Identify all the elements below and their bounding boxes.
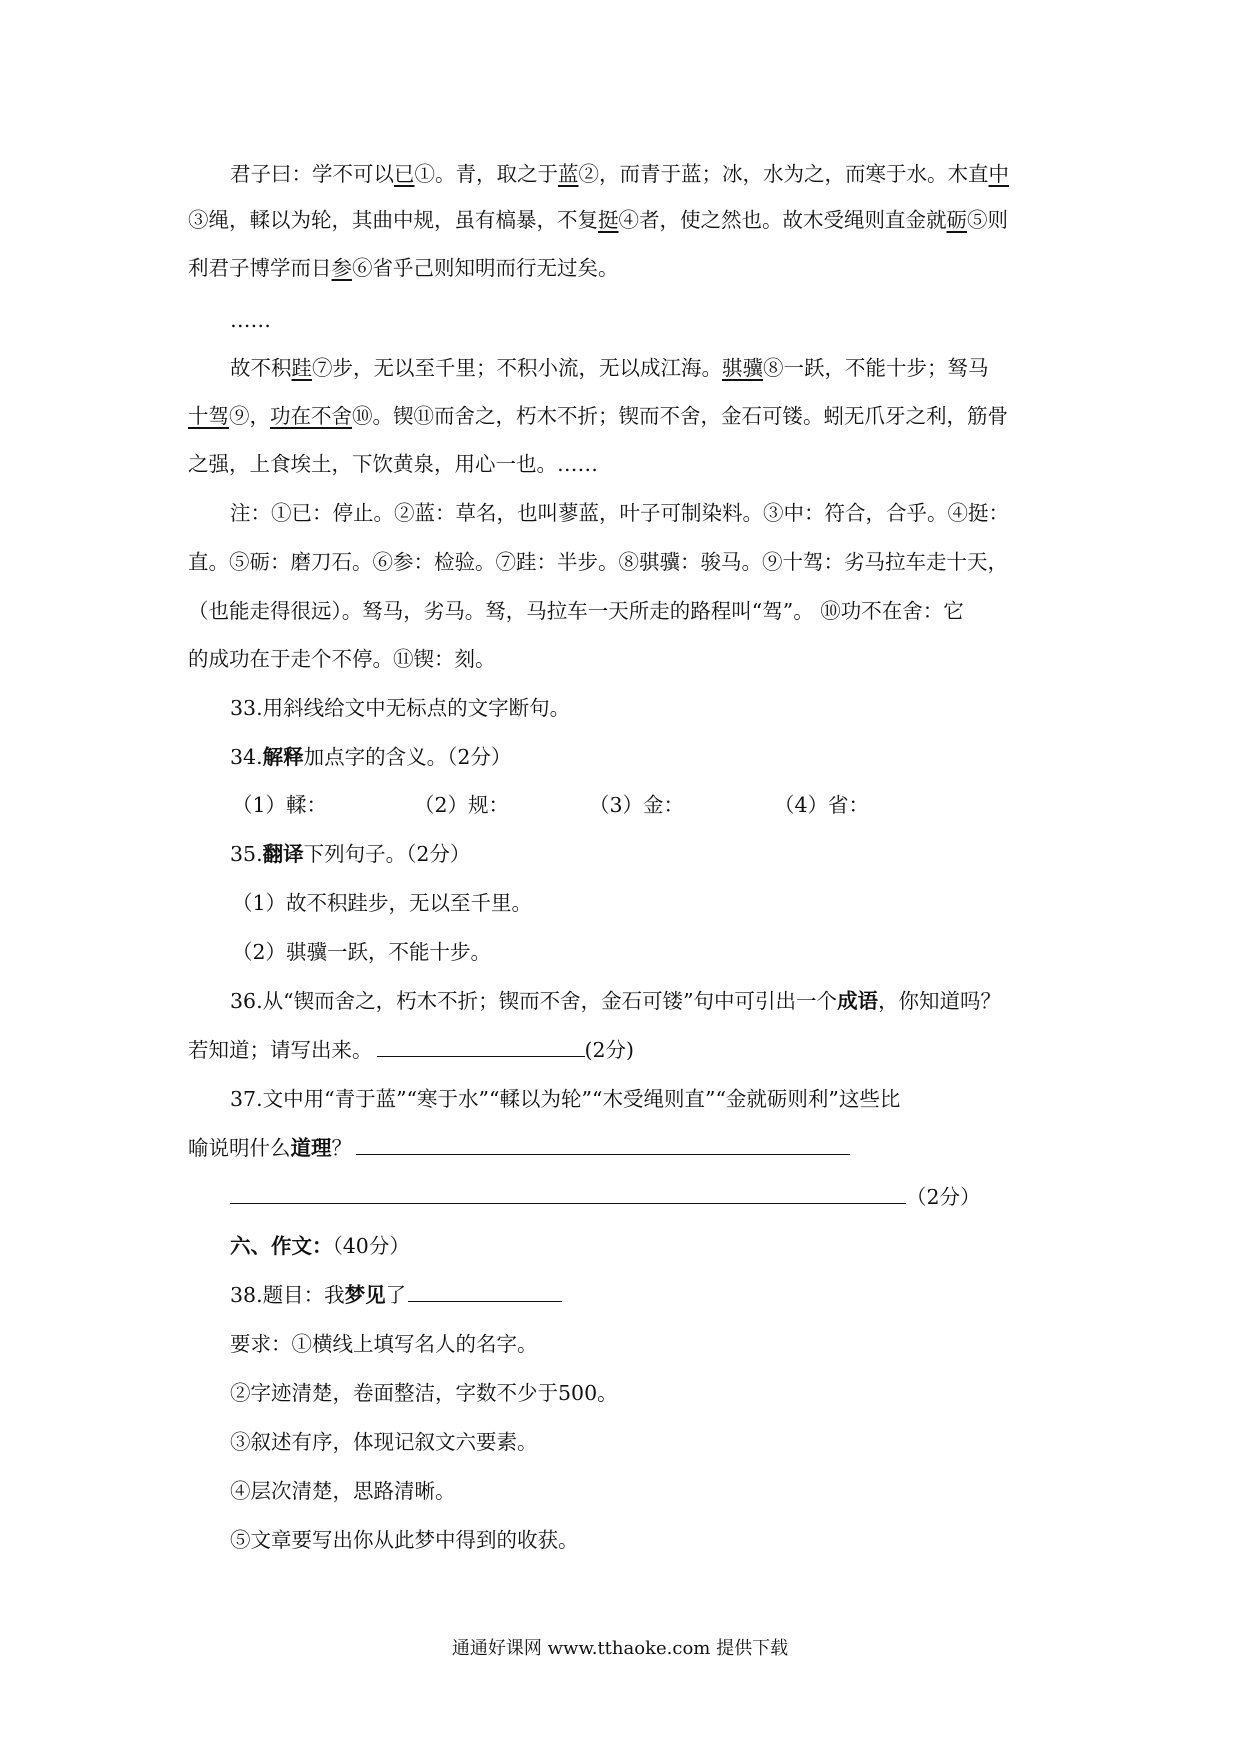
annotated-word: 跬 (291, 356, 312, 380)
annotated-word: 骐骥 (722, 356, 763, 380)
question-38 (230, 1279, 562, 1311)
option-3: （3）金： (589, 793, 685, 817)
text-run: ②，而青于蓝；冰，水为之，而寒于水。木直 (578, 162, 989, 186)
title-blank[interactable] (408, 1279, 562, 1302)
answer-blank[interactable] (230, 1181, 906, 1204)
text-run: 36.从“锲而舍之，朽木不折；锲而不舍，金石可镂”句中可引出一个 (230, 989, 838, 1013)
composition-heading (230, 1230, 410, 1262)
question-37-line1: 37.文中用“青于蓝”“寒于水”“輮以为轮”“木受绳则直”“金就砺则利”这些比 (230, 1087, 901, 1111)
bold-keyword: 梦见 (344, 1283, 386, 1307)
score-label: （40分） (332, 1234, 410, 1258)
option-1: （1）輮： (232, 793, 328, 817)
text-run: 34. (230, 745, 263, 769)
answer-blank[interactable] (377, 1034, 585, 1057)
annotated-word: 十驾 (188, 404, 229, 428)
score-label: (2分) (584, 1038, 635, 1062)
text-run: 君子曰：学不可以 (230, 162, 394, 186)
text-run: 若知道；请写出来。 (188, 1038, 373, 1062)
requirement-5: ⑤文章要写出你从此梦中得到的收获。 (230, 1528, 579, 1552)
requirement-4: ④层次清楚，思路清晰。 (230, 1479, 456, 1503)
question-35-item-1: （1）故不积跬步，无以至千里。 (232, 891, 533, 915)
text-run: 了 (385, 1283, 407, 1307)
question-36-line2 (188, 1034, 634, 1066)
text-run: ④者，使之然也。故木受绳则直金就 (618, 208, 947, 232)
annotated-word: 砺 (946, 208, 967, 232)
text-run: ⑥省乎己则知明而行无过矣。 (352, 256, 619, 280)
passage-p2-line1 (230, 352, 989, 384)
notes-line1: 注：①已：停止。②蓝：草名，也叫蓼蓝，叶子可制染料。③中：符合，合乎。④挺： (230, 501, 1009, 525)
score-label: （2分） (906, 1185, 981, 1209)
text-run: ⑤则 (967, 208, 1008, 232)
text-run: ⑪而舍之，朽木不折；锲而不舍，金石可镂。蚓无爪牙之利，筋骨 (413, 404, 1008, 428)
passage-ellipsis: …… (230, 308, 271, 332)
text-run: 利君子博学而日 (188, 256, 332, 280)
text-run: ？ (331, 1136, 352, 1160)
annotated-word: 功在不舍 (270, 404, 352, 428)
passage-p2-line2 (188, 400, 1008, 432)
question-34-options (232, 789, 869, 821)
bold-keyword: 成语 (837, 989, 879, 1013)
option-2: （2）规： (414, 793, 510, 817)
question-34 (230, 741, 511, 773)
text-run: 喻说明什么 (188, 1136, 291, 1160)
answer-blank[interactable] (356, 1132, 850, 1155)
requirement-1: 要求：①横线上填写名人的名字。 (230, 1332, 538, 1356)
text-run: 35. (230, 842, 263, 866)
bold-keyword: 道理 (290, 1136, 332, 1160)
question-37-line3 (230, 1181, 981, 1213)
requirement-3: ③叙述有序，体现记叙文六要素。 (230, 1430, 538, 1454)
option-4: （4）省： (774, 793, 870, 817)
question-35-item-2: （2）骐骥一跃，不能十步。 (232, 940, 492, 964)
notes-line3: （也能走得很远）。驽马，劣马。驽，马拉车一天所走的路程叫“驾”。 ⑩功不在舍：它 (188, 599, 964, 623)
text-run: 38.题目：我 (230, 1283, 345, 1307)
text-run: ⑩。锲 (352, 404, 414, 428)
text-run: ⑦步，无以至千里；不积小流，无以成江海。 (312, 356, 722, 380)
notes-line2: 直。⑤砺：磨刀石。⑥参：检验。⑦跬：半步。⑧骐骥：骏马。⑨十驾：劣马拉车走十天， (188, 550, 1008, 574)
annotated-word: 参 (331, 256, 352, 280)
question-36-line1 (230, 985, 1001, 1017)
question-33: 33.用斜线给文中无标点的文字断句。 (230, 696, 571, 720)
text-run: ①。青，取之于 (414, 162, 558, 186)
text-run: 故不积 (230, 356, 292, 380)
bold-keyword: 翻译 (262, 842, 304, 866)
annotated-word: 中 (988, 162, 1009, 186)
question-35 (230, 838, 470, 870)
notes-line4: 的成功在于走个不停。⑪锲：刻。 (188, 647, 496, 671)
text-run: ，你知道吗？ (878, 989, 1002, 1013)
text-run: ③绳，輮以为轮，其曲中规，虽有槁暴，不复 (188, 208, 598, 232)
annotated-word: 蓝 (558, 162, 579, 186)
text-run: ⑧一跃，不能十步；驽马 (763, 356, 989, 380)
page-footer: 通通好课网 www.tthaoke.com 提供下载 (451, 1638, 789, 1659)
text-run: 下列句子。（2分） (303, 842, 471, 866)
text-run: 加点字的含义。（2分） (303, 745, 512, 769)
requirement-2: ②字迹清楚，卷面整洁，字数不少于500。 (230, 1381, 618, 1405)
question-37-line2 (188, 1132, 850, 1164)
passage-p1-line3 (188, 252, 619, 284)
passage-p2-line3: 之强，上食埃土，下饮黄泉，用心一也。…… (188, 452, 598, 476)
section-title: 六、作文： (230, 1234, 333, 1258)
passage-p1-line2 (188, 204, 1008, 236)
annotated-word: 已 (394, 162, 415, 186)
passage-p1-line1 (230, 158, 1009, 190)
bold-keyword: 解释 (262, 745, 304, 769)
annotated-word: 挺 (598, 208, 619, 232)
text-run: ⑨， (229, 404, 270, 428)
